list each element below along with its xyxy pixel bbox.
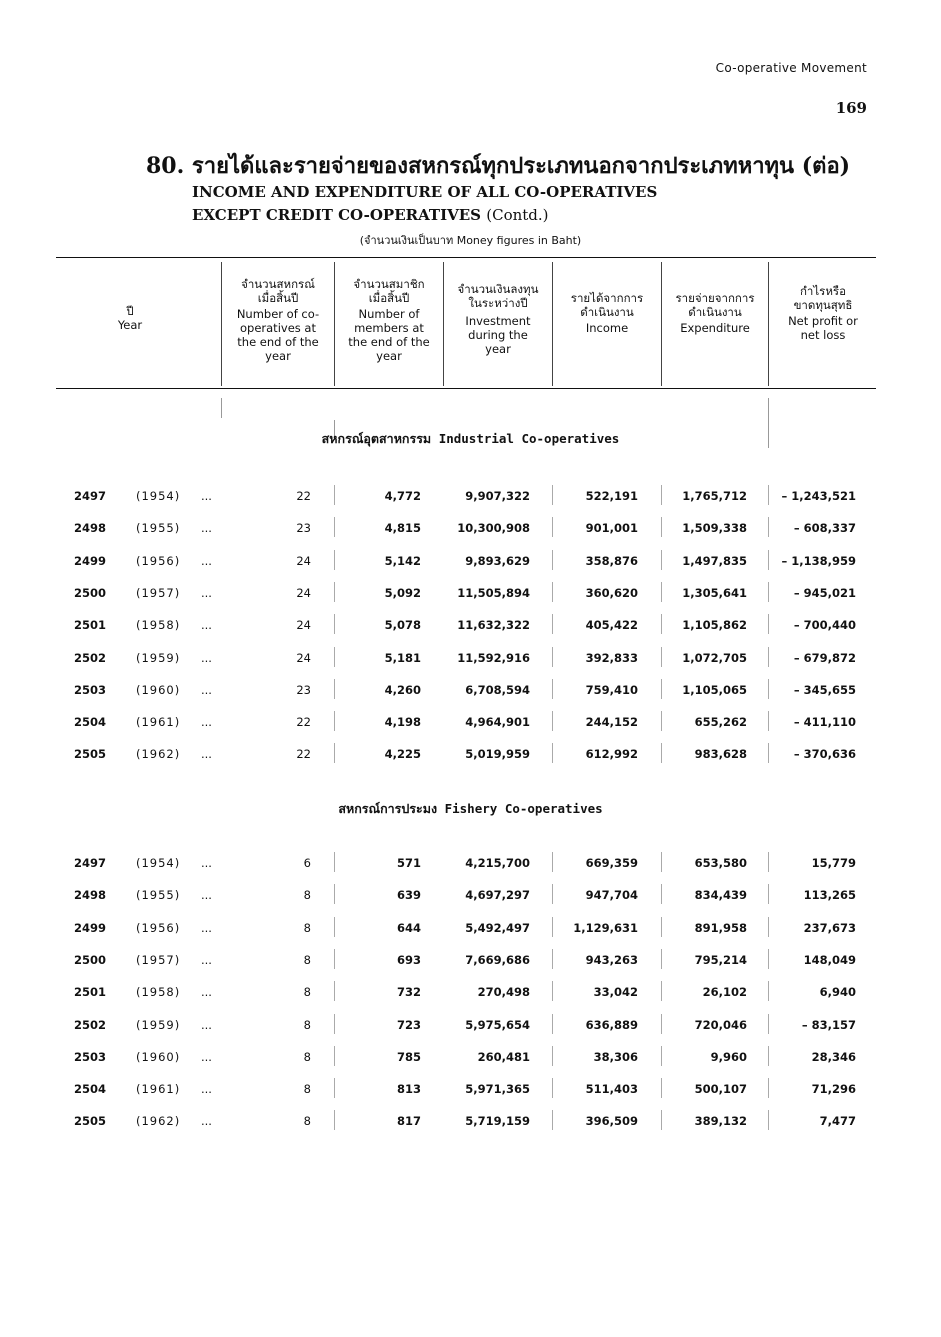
cell-members: 644: [396, 920, 421, 935]
cell-members: 639: [396, 888, 421, 903]
cell-members: 5,078: [384, 618, 421, 633]
column-header-english: Net profit or net loss: [788, 314, 858, 342]
cell-expenditure: 1,105,862: [682, 618, 747, 633]
column-divider: [661, 614, 662, 634]
cell-net: – 700,440: [793, 618, 856, 633]
column-header-english: Year: [117, 318, 143, 332]
column-divider: [661, 550, 662, 570]
column-divider: [334, 517, 335, 537]
cell-income: 405,422: [585, 618, 638, 633]
cell-members: 5,142: [384, 553, 421, 568]
column-divider: [661, 852, 662, 872]
column-divider: [768, 981, 769, 1001]
cell-year: 2501: [74, 618, 107, 633]
cell-year: 2499: [74, 553, 107, 568]
column-divider: [768, 614, 769, 634]
column-divider: [334, 550, 335, 570]
column-header-english: Investment during the year: [465, 314, 531, 356]
cell-members: 817: [396, 1114, 421, 1129]
column-divider: [334, 262, 335, 386]
cell-net: – 1,138,959: [781, 553, 856, 568]
unit-note: (จำนวนเงินเป็นบาท Money figures in Baht): [359, 234, 582, 247]
table-row: [0, 1050, 941, 1070]
column-divider: [334, 614, 335, 634]
cell-investment: 7,669,686: [465, 952, 530, 967]
table-row: [0, 489, 941, 509]
cell-income: 244,152: [585, 715, 638, 730]
column-divider: [552, 852, 553, 872]
cell-income: 392,833: [585, 650, 638, 665]
column-divider: [334, 485, 335, 505]
cell-num: 8: [303, 1114, 311, 1129]
table-title-thai: 80. รายได้และรายจ่ายของสหกรณ์ทุกประเภทนอกจากประเภทหาทุน (ต่อ): [146, 153, 851, 179]
cell-members: 5,092: [384, 585, 421, 600]
cell-members: 785: [396, 1049, 421, 1064]
column-divider: [768, 582, 769, 602]
cell-dots: ...: [201, 585, 212, 600]
column-header-investment: [446, 282, 550, 356]
cell-members: 4,198: [384, 715, 421, 730]
table-title-english-line2-text: EXCEPT CREDIT CO-OPERATIVES: [192, 206, 482, 224]
cell-expenditure: 1,305,641: [682, 585, 747, 600]
column-divider: [661, 485, 662, 505]
cell-ad: (1962): [136, 1114, 181, 1129]
cell-num: 23: [296, 682, 311, 697]
cell-dots: ...: [201, 1017, 212, 1032]
column-divider: [552, 743, 553, 763]
table-row: [0, 1018, 941, 1038]
table-row: [0, 747, 941, 767]
column-divider: [334, 1046, 335, 1066]
cell-dots: ...: [201, 1082, 212, 1097]
page-number: 169: [835, 99, 867, 117]
cell-income: 612,992: [585, 747, 638, 762]
column-divider: [334, 1014, 335, 1034]
column-divider: [661, 1046, 662, 1066]
column-header-cooperatives: [224, 277, 332, 363]
cell-income: 33,042: [593, 985, 638, 1000]
column-divider: [768, 1110, 769, 1130]
cell-members: 813: [396, 1082, 421, 1097]
cell-net: – 1,243,521: [781, 489, 856, 503]
column-header-thai: กำไรหรือ ขาดทุนสุทธิ: [793, 284, 853, 312]
cell-investment: 11,632,322: [457, 618, 530, 633]
cell-num: 8: [303, 920, 311, 935]
column-header-thai: รายได้จากการ ดำเนินงาน: [570, 291, 644, 319]
cell-dots: ...: [201, 747, 212, 762]
cell-net: 6,940: [819, 985, 856, 1000]
cell-dots: ...: [201, 682, 212, 697]
cell-members: 4,260: [384, 682, 421, 697]
cell-ad: (1959): [136, 1017, 181, 1032]
cell-dots: ...: [201, 715, 212, 730]
column-header-thai: จำนวนสมาชิก เมื่อสิ้นปี: [353, 277, 425, 305]
column-header-expenditure: [664, 291, 766, 335]
cell-members: 4,815: [384, 521, 421, 536]
cell-ad: (1961): [136, 1082, 181, 1097]
cell-investment: 5,019,959: [465, 747, 530, 762]
column-divider: [552, 917, 553, 937]
cell-num: 24: [296, 553, 311, 568]
cell-dots: ...: [201, 521, 212, 536]
column-divider: [768, 852, 769, 872]
column-divider: [661, 917, 662, 937]
column-divider: [552, 1046, 553, 1066]
cell-income: 943,263: [585, 952, 638, 967]
cell-investment: 9,893,629: [465, 553, 530, 568]
cell-investment: 4,697,297: [465, 888, 530, 903]
column-divider: [768, 679, 769, 699]
cell-num: 8: [303, 1049, 311, 1064]
cell-year: 2505: [74, 747, 107, 762]
cell-members: 571: [396, 856, 421, 870]
cell-dots: ...: [201, 888, 212, 903]
cell-dots: ...: [201, 1049, 212, 1064]
cell-ad: (1957): [136, 585, 181, 600]
column-divider: [552, 262, 553, 386]
column-header-members: [337, 277, 441, 363]
cell-dots: ...: [201, 618, 212, 633]
cell-expenditure: 1,105,065: [682, 682, 747, 697]
table-header-rule: [56, 388, 876, 389]
column-divider: [334, 743, 335, 763]
cell-expenditure: 653,580: [694, 856, 747, 870]
table-row: [0, 921, 941, 941]
table-row: [0, 651, 941, 671]
table-title-english-line1: INCOME AND EXPENDITURE OF ALL CO-OPERATIVES: [192, 183, 658, 201]
cell-investment: 10,300,908: [457, 521, 530, 536]
cell-ad: (1956): [136, 553, 181, 568]
cell-investment: 260,481: [477, 1049, 530, 1064]
cell-num: 8: [303, 985, 311, 1000]
column-divider: [768, 262, 769, 386]
cell-members: 5,181: [384, 650, 421, 665]
column-divider: [768, 917, 769, 937]
cell-investment: 11,505,894: [457, 585, 530, 600]
cell-year: 2497: [74, 856, 107, 870]
column-divider: [552, 647, 553, 667]
column-header-thai: ปี: [126, 304, 134, 318]
table-row: [0, 521, 941, 541]
column-divider: [661, 517, 662, 537]
cell-year: 2505: [74, 1114, 107, 1129]
cell-year: 2500: [74, 585, 107, 600]
column-divider: [661, 1078, 662, 1098]
column-header-english: Number of co-operatives at the end of the year: [236, 307, 320, 363]
cell-net: – 679,872: [793, 650, 856, 665]
cell-investment: 5,971,365: [465, 1082, 530, 1097]
cell-income: 360,620: [585, 585, 638, 600]
cell-net: 148,049: [803, 952, 856, 967]
column-divider: [552, 1014, 553, 1034]
cell-investment: 5,492,497: [465, 920, 530, 935]
section-title-fishery: สหกรณ์การประมง Fishery Co-operatives: [338, 801, 603, 816]
cell-income: 669,359: [585, 856, 638, 870]
column-divider: [768, 517, 769, 537]
cell-year: 2504: [74, 1082, 107, 1097]
table-row: [0, 1114, 941, 1134]
cell-income: 522,191: [585, 489, 638, 503]
cell-year: 2498: [74, 888, 107, 903]
cell-investment: 9,907,322: [465, 489, 530, 503]
column-divider: [334, 711, 335, 731]
cell-investment: 5,975,654: [465, 1017, 530, 1032]
column-divider: [552, 550, 553, 570]
cell-net: 28,346: [811, 1049, 856, 1064]
column-divider: [661, 262, 662, 386]
cell-expenditure: 1,072,705: [682, 650, 747, 665]
column-header-year: [80, 304, 180, 332]
cell-num: 8: [303, 888, 311, 903]
column-divider: [768, 743, 769, 763]
cell-net: – 83,157: [801, 1017, 856, 1032]
column-divider: [552, 614, 553, 634]
column-divider: [768, 949, 769, 969]
cell-num: 6: [303, 856, 311, 870]
cell-expenditure: 891,958: [694, 920, 747, 935]
cell-income: 358,876: [585, 553, 638, 568]
cell-expenditure: 1,497,835: [682, 553, 747, 568]
cell-expenditure: 26,102: [702, 985, 747, 1000]
cell-year: 2502: [74, 650, 107, 665]
cell-expenditure: 720,046: [694, 1017, 747, 1032]
cell-year: 2498: [74, 521, 107, 536]
column-divider: [661, 582, 662, 602]
cell-income: 947,704: [585, 888, 638, 903]
column-divider: [661, 679, 662, 699]
cell-dots: ...: [201, 650, 212, 665]
cell-net: – 370,636: [793, 747, 856, 762]
cell-ad: (1954): [136, 856, 181, 870]
column-divider: [661, 647, 662, 667]
column-divider: [768, 550, 769, 570]
cell-dots: ...: [201, 952, 212, 967]
column-divider: [552, 679, 553, 699]
cell-expenditure: 795,214: [694, 952, 747, 967]
cell-income: 759,410: [585, 682, 638, 697]
cell-income: 511,403: [585, 1082, 638, 1097]
cell-dots: ...: [201, 1114, 212, 1129]
column-divider: [552, 981, 553, 1001]
column-divider: [768, 647, 769, 667]
column-header-income: [555, 291, 659, 335]
cell-ad: (1958): [136, 618, 181, 633]
table-row: [0, 1082, 941, 1102]
cell-dots: ...: [201, 856, 212, 870]
cell-net: – 345,655: [793, 682, 856, 697]
cell-income: 38,306: [593, 1049, 638, 1064]
cell-num: 22: [296, 715, 311, 730]
table-row: [0, 856, 941, 876]
cell-investment: 4,964,901: [465, 715, 530, 730]
cell-num: 22: [296, 489, 311, 503]
column-header-english: Income: [585, 321, 629, 335]
cell-income: 901,001: [585, 521, 638, 536]
cell-num: 8: [303, 1017, 311, 1032]
column-divider: [552, 884, 553, 904]
cell-expenditure: 655,262: [694, 715, 747, 730]
table-row: [0, 554, 941, 574]
column-divider: [768, 711, 769, 731]
cell-ad: (1960): [136, 682, 181, 697]
column-divider: [661, 1110, 662, 1130]
cell-net: 15,779: [811, 856, 856, 870]
column-divider: [334, 949, 335, 969]
cell-year: 2503: [74, 682, 107, 697]
table-row: [0, 683, 941, 703]
cell-net: – 945,021: [793, 585, 856, 600]
column-divider: [334, 1078, 335, 1098]
column-divider: [552, 485, 553, 505]
cell-ad: (1955): [136, 521, 181, 536]
cell-net: – 608,337: [793, 521, 856, 536]
cell-ad: (1954): [136, 489, 181, 503]
column-divider: [334, 679, 335, 699]
cell-num: 8: [303, 952, 311, 967]
column-divider: [552, 582, 553, 602]
cell-ad: (1955): [136, 888, 181, 903]
column-divider: [661, 981, 662, 1001]
table-row: [0, 586, 941, 606]
cell-expenditure: 834,439: [694, 888, 747, 903]
column-divider: [768, 485, 769, 505]
cell-year: 2497: [74, 489, 107, 503]
table-row: [0, 953, 941, 973]
cell-investment: 270,498: [477, 985, 530, 1000]
cell-net: 237,673: [803, 920, 856, 935]
cell-income: 1,129,631: [573, 920, 638, 935]
cell-investment: 6,708,594: [465, 682, 530, 697]
cell-year: 2501: [74, 985, 107, 1000]
cell-ad: (1959): [136, 650, 181, 665]
cell-dots: ...: [201, 985, 212, 1000]
column-header-thai: จำนวนสหกรณ์ เมื่อสิ้นปี: [241, 277, 315, 305]
cell-investment: 11,592,916: [457, 650, 530, 665]
column-divider: [443, 262, 444, 386]
table-row: [0, 618, 941, 638]
column-divider: [661, 711, 662, 731]
table-row: [0, 888, 941, 908]
column-divider: [334, 884, 335, 904]
cell-ad: (1962): [136, 747, 181, 762]
cell-net: – 411,110: [793, 715, 856, 730]
column-divider: [334, 981, 335, 1001]
column-divider: [334, 582, 335, 602]
column-header-net: [771, 284, 875, 342]
cell-net: 7,477: [819, 1114, 856, 1129]
column-divider: [661, 884, 662, 904]
cell-ad: (1958): [136, 985, 181, 1000]
table-title-contd: (Contd.): [486, 206, 549, 224]
cell-investment: 4,215,700: [465, 856, 530, 870]
column-header-thai: จำนวนเงินลงทุน ในระหว่างปี: [457, 282, 539, 310]
column-divider: [552, 517, 553, 537]
cell-income: 396,509: [585, 1114, 638, 1129]
running-head: Co-operative Movement: [715, 61, 867, 75]
column-divider: [334, 647, 335, 667]
cell-net: 113,265: [803, 888, 856, 903]
cell-year: 2499: [74, 920, 107, 935]
table-title-english-line2: [192, 206, 549, 224]
cell-ad: (1961): [136, 715, 181, 730]
cell-year: 2503: [74, 1049, 107, 1064]
column-divider: [552, 1110, 553, 1130]
column-divider: [552, 711, 553, 731]
column-divider: [552, 1078, 553, 1098]
column-divider: [768, 884, 769, 904]
cell-members: 732: [396, 985, 421, 1000]
column-divider: [661, 1014, 662, 1034]
column-divider: [334, 1110, 335, 1130]
column-divider: [221, 262, 222, 386]
cell-expenditure: 983,628: [694, 747, 747, 762]
column-divider: [334, 852, 335, 872]
cell-dots: ...: [201, 920, 212, 935]
cell-num: 24: [296, 618, 311, 633]
column-header-english: Expenditure: [680, 321, 750, 335]
cell-expenditure: 9,960: [710, 1049, 747, 1064]
cell-year: 2504: [74, 715, 107, 730]
table-top-rule: [56, 257, 876, 258]
column-divider: [768, 1046, 769, 1066]
column-divider: [661, 743, 662, 763]
cell-year: 2500: [74, 952, 107, 967]
section-title-industrial: สหกรณ์อุตสาหกรรม Industrial Co-operatives: [321, 431, 620, 446]
column-divider: [768, 1014, 769, 1034]
cell-members: 693: [396, 952, 421, 967]
cell-num: 22: [296, 747, 311, 762]
cell-ad: (1960): [136, 1049, 181, 1064]
column-header-thai: รายจ่ายจากการ ดำเนินงาน: [675, 291, 755, 319]
cell-ad: (1957): [136, 952, 181, 967]
cell-members: 4,772: [384, 489, 421, 503]
cell-year: 2502: [74, 1017, 107, 1032]
cell-dots: ...: [201, 553, 212, 568]
column-divider: [661, 949, 662, 969]
cell-ad: (1956): [136, 920, 181, 935]
cell-members: 4,225: [384, 747, 421, 762]
cell-expenditure: 1,509,338: [682, 521, 747, 536]
cell-income: 636,889: [585, 1017, 638, 1032]
cell-dots: ...: [201, 489, 212, 503]
cell-num: 23: [296, 521, 311, 536]
column-divider: [334, 917, 335, 937]
cell-investment: 5,719,159: [465, 1114, 530, 1129]
cell-expenditure: 500,107: [694, 1082, 747, 1097]
column-divider: [552, 949, 553, 969]
cell-num: 8: [303, 1082, 311, 1097]
cell-net: 71,296: [811, 1082, 856, 1097]
column-divider: [768, 1078, 769, 1098]
cell-members: 723: [396, 1017, 421, 1032]
column-header-english: Number of members at the end of the year: [348, 307, 430, 363]
cell-expenditure: 1,765,712: [682, 489, 747, 503]
column-divider: [221, 398, 222, 418]
cell-num: 24: [296, 585, 311, 600]
table-row: [0, 715, 941, 735]
cell-expenditure: 389,132: [694, 1114, 747, 1129]
cell-num: 24: [296, 650, 311, 665]
table-row: [0, 985, 941, 1005]
